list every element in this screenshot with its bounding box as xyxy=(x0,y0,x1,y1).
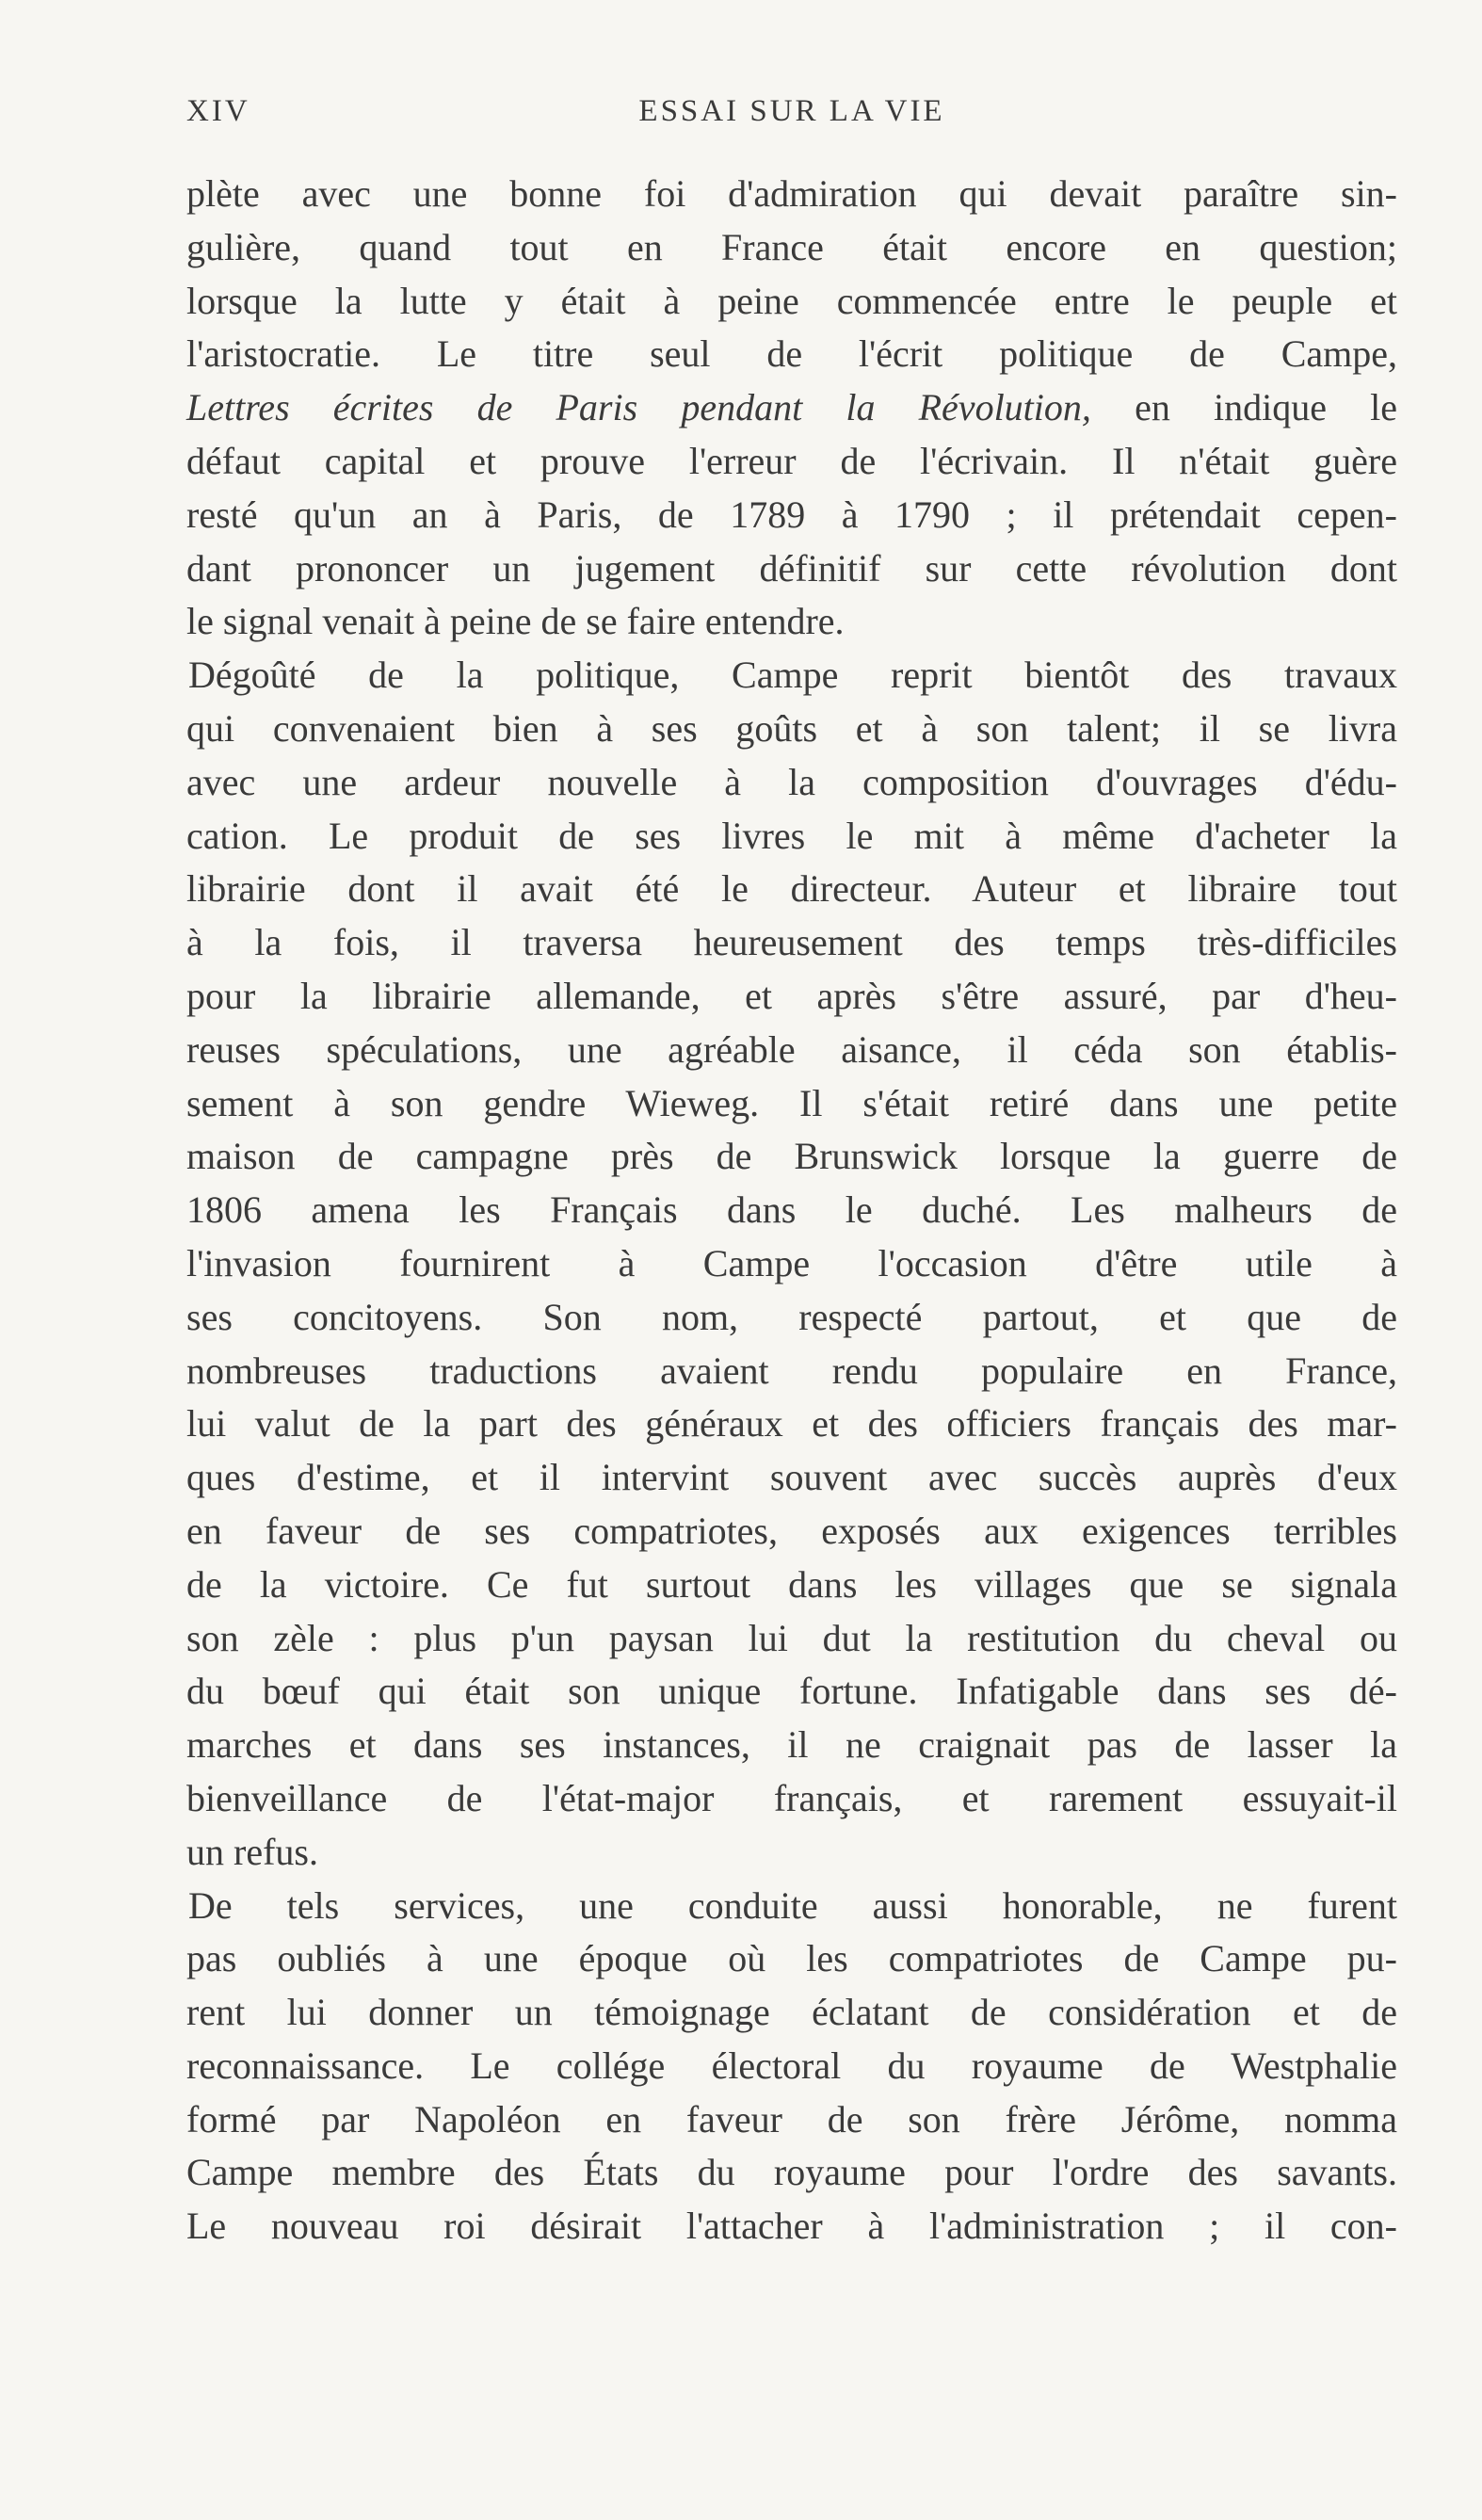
running-title: ESSAI SUR LA VIE xyxy=(638,94,945,128)
text-line: plète avec une bonne foi d'admiration qui devait paraître sin- xyxy=(186,172,1397,215)
text-line: reuses spéculations, une agréable aisance, il céda son établis- xyxy=(186,1027,1397,1071)
text-line: formé par Napoléon en faveur de son frère Jérôme, nomma xyxy=(186,2097,1397,2140)
text-line: le signal venait à peine de se faire entendre. xyxy=(186,600,845,643)
text-line: maison de campagne près de Brunswick lorsque la guerre de xyxy=(186,1135,1397,1178)
text-line: pour la librairie allemande, et après s'être assuré, par d'heu- xyxy=(186,974,1397,1017)
text-line: lui valut de la part des généraux et des officiers français des mar- xyxy=(186,1402,1397,1446)
text-fragment: en indique le xyxy=(1090,386,1397,429)
text-line: Dégoûté de la politique, Campe reprit bientôt des travaux xyxy=(188,654,1397,697)
text-line: dant prononcer un jugement définitif sur cette révolution dont xyxy=(186,546,1397,590)
text-line: lorsque la lutte y était à peine commencée entre le peuple et xyxy=(186,279,1397,322)
text-line: de la victoire. Ce fut surtout dans les villages que se signala xyxy=(186,1562,1397,1606)
text-line: un refus. xyxy=(186,1830,318,1873)
text-line: De tels services, une conduite aussi honorable, ne furent xyxy=(188,1883,1397,1927)
text-line: défaut capital et prouve l'erreur de l'écrivain. Il n'était guère xyxy=(186,439,1397,482)
text-line: qui convenaient bien à ses goûts et à son talent; il se livra xyxy=(186,706,1397,750)
text-line: rent lui donner un témoignage éclatant de considération et de xyxy=(186,1991,1397,2034)
body-text xyxy=(186,168,1397,2253)
text-line: pas oubliés à une époque où les compatriotes de Campe pu- xyxy=(186,1937,1397,1980)
italic-title: Lettres écrites de Paris pendant la Révolution, xyxy=(186,386,1091,429)
text-line: librairie dont il avait été le directeur. Auteur et libraire tout xyxy=(186,867,1397,911)
text-line: son zèle : plus p'un paysan lui dut la restitution du cheval ou xyxy=(186,1616,1397,1659)
text-line: Le nouveau roi désirait l'attacher à l'administration ; il con- xyxy=(186,2205,1397,2248)
text-line: cation. Le produit de ses livres le mit à même d'acheter la xyxy=(186,814,1397,857)
text-line: resté qu'un an à Paris, de 1789 à 1790 ; il prétendait cepen- xyxy=(186,493,1397,536)
text-line: l'aristocratie. Le titre seul de l'écrit politique de Campe, xyxy=(186,332,1397,376)
text-line: nombreuses traductions avaient rendu populaire en France, xyxy=(186,1349,1397,1392)
text-line: ses concitoyens. Son nom, respecté partout, et que de xyxy=(186,1295,1397,1338)
text-line: en faveur de ses compatriotes, exposés aux exigences terribles xyxy=(186,1509,1397,1552)
text-line: bienveillance de l'état-major français, et rarement essuyait-il xyxy=(186,1776,1397,1819)
page-header xyxy=(186,94,1397,141)
text-line: du bœuf qui était son unique fortune. Infatigable dans ses dé- xyxy=(186,1670,1397,1713)
text-line: reconnaissance. Le collége électoral du royaume de Westphalie xyxy=(186,2043,1397,2087)
text-line: sement à son gendre Wieweg. Il s'était retiré dans une petite xyxy=(186,1081,1397,1124)
text-line: marches et dans ses instances, il ne craignait pas de lasser la xyxy=(186,1723,1397,1767)
text-line: 1806 amena les Français dans le duché. Les malheurs de xyxy=(186,1188,1397,1232)
text-line: à la fois, il traversa heureusement des temps très-difficiles xyxy=(186,921,1397,964)
text-line: ques d'estime, et il intervint souvent avec succès auprès d'eux xyxy=(186,1456,1397,1499)
text-line: l'invasion fournirent à Campe l'occasion d'être utile à xyxy=(186,1241,1397,1284)
text-line: Campe membre des États du royaume pour l'ordre des savants. xyxy=(186,2151,1397,2194)
text-line xyxy=(186,381,1397,435)
text-line: gulière, quand tout en France était encore en question; xyxy=(186,225,1397,268)
text-line: avec une ardeur nouvelle à la composition d'ouvrages d'édu- xyxy=(186,760,1397,803)
page-number: XIV xyxy=(186,94,250,128)
